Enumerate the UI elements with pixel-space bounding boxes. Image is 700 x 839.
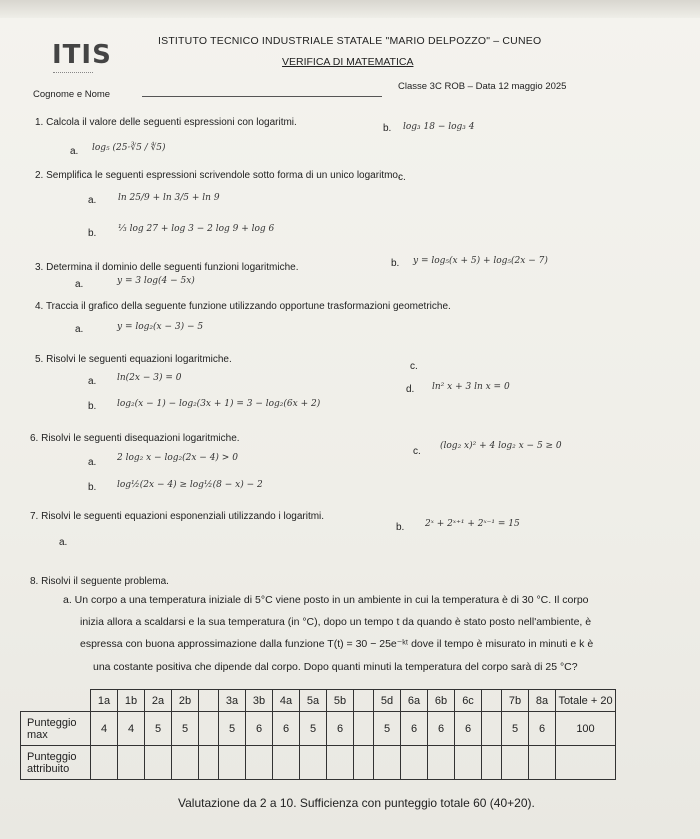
table-cell-total: 100 [556,712,616,746]
table-spacer-cell [354,712,374,746]
table-spacer-cell [354,746,374,780]
name-line [142,96,382,97]
q5-a-label: a. [88,376,97,387]
q2-text: 2. Semplifica le seguenti espressioni scrivendole sotto forma di un unico logaritmo. [35,170,401,181]
score-input-cell[interactable] [273,746,300,780]
logo-underline [53,72,93,75]
row-label-max: Punteggio max [21,712,91,746]
q8-line2: inizia allora a scaldarsi e la sua temperatura (in °C), dopo un tempo t da quando è stato posto nell'ambiente, è [80,616,592,628]
table-header-cell: 3b [246,690,273,712]
score-input-cell[interactable] [118,746,145,780]
score-input-cell[interactable] [327,746,354,780]
score-input-cell[interactable] [246,746,273,780]
score-input-cell[interactable] [529,746,556,780]
table-header-cell: 6c [455,690,482,712]
q6-b-expr: log½(2x − 4) ≥ log½(8 − x) − 2 [117,480,263,490]
table-header-cell: 5a [300,690,327,712]
institute-name: ISTITUTO TECNICO INDUSTRIALE STATALE "MARIO DELPOZZO" – CUNEO [158,35,542,47]
table-cell: 5 [374,712,401,746]
score-input-total[interactable] [556,746,616,780]
table-spacer-cell [199,746,219,780]
table-header-row [21,690,616,712]
table-cell: 5 [300,712,327,746]
q5-c-label: c. [410,361,418,372]
table-cell: 6 [428,712,455,746]
class-date: Classe 3C ROB – Data 12 maggio 2025 [398,81,567,92]
q5-d-expr: ln² x + 3 ln x = 0 [432,382,510,392]
q3-b-expr: y = log₅(x + 5) + log₅(2x − 7) [413,256,548,266]
table-header-cell: 8a [529,690,556,712]
q6-b-label: b. [88,482,97,493]
score-input-cell[interactable] [374,746,401,780]
score-input-cell[interactable] [455,746,482,780]
q4-text: 4. Traccia il grafico della seguente funzione utilizzando opportune trasformazioni geometriche. [35,301,451,312]
table-header-cell: 7b [502,690,529,712]
table-cell: 5 [502,712,529,746]
row-label-attributed: Punteggio attribuito [21,746,91,780]
q6-c-label: c. [413,446,421,457]
q8-text: 8. Risolvi il seguente problema. [30,576,169,587]
score-input-cell[interactable] [172,746,199,780]
q2-a-label: a. [88,195,97,206]
table-row [21,712,616,746]
name-label: Cognome e Nome [33,89,111,100]
school-logo: ITIS [52,40,112,70]
q2-b-label: b. [88,228,97,239]
table-cell: 6 [401,712,428,746]
table-spacer-cell [482,712,502,746]
table-cell: 6 [273,712,300,746]
table-cell: 5 [172,712,199,746]
table-header-cell: 2b [172,690,199,712]
q2-b-expr: ⅓ log 27 + log 3 − 2 log 9 + log 6 [118,224,275,234]
score-input-cell[interactable] [219,746,246,780]
q4-a-label: a. [75,324,84,335]
table-spacer-cell [482,746,502,780]
q3-text: 3. Determina il dominio delle seguenti funzioni logaritmiche. [35,262,299,273]
q5-a-expr: ln(2x − 3) = 0 [117,373,182,383]
test-title: VERIFICA DI MATEMATICA [282,56,414,68]
grading-note: Valutazione da 2 a 10. Sufficienza con punteggio totale 60 (40+20). [178,796,535,810]
table-header-cell: 6b [428,690,455,712]
q6-c-expr: (log₂ x)² + 4 log₂ x − 5 ≥ 0 [440,441,562,451]
q2-a-expr: ln 25/9 + ln 3/5 + ln 9 [118,193,220,203]
table-header-cell: 1b [118,690,145,712]
q7-b-label: b. [396,522,405,533]
table-header-cell: 6a [401,690,428,712]
table-header-cell: 4a [273,690,300,712]
score-input-cell[interactable] [502,746,529,780]
q5-text: 5. Risolvi le seguenti equazioni logaritmiche. [35,354,232,365]
table-cell: 4 [91,712,118,746]
table-header-total: Totale + 20 [556,690,616,712]
q7-text: 7. Risolvi le seguenti equazioni esponenziali utilizzando i logaritmi. [30,511,325,522]
table-spacer-cell [354,690,374,712]
table-row [21,746,616,780]
table-cell: 5 [219,712,246,746]
paper-fold-shadow [0,0,700,18]
table-header-cell: 5b [327,690,354,712]
table-header-cell: 2a [145,690,172,712]
table-cell: 6 [529,712,556,746]
q5-d-label: d. [406,384,415,395]
score-input-cell[interactable] [401,746,428,780]
q7-a-label: a. [59,537,68,548]
q5-b-expr: log₂(x − 1) − log₂(3x + 1) = 3 − log₂(6x + 2) [117,399,321,409]
table-cell: 6 [455,712,482,746]
q8-line1: a. Un corpo a una temperatura iniziale di 5°C viene posto in un ambiente in cui la temperatura è di 30 °C. Il corpo [63,594,589,606]
q3-b-label: b. [391,258,400,269]
q4-a-expr: y = log₂(x − 3) − 5 [117,322,204,332]
table-header-cell: 3a [219,690,246,712]
q3-a-expr: y = 3 log(4 − 5x) [117,276,195,286]
q8-line4: una costante positiva che dipende dal corpo. Dopo quanti minuti la temperatura del corpo sarà di 25 °C? [93,661,578,673]
table-header-cell: 1a [91,690,118,712]
q6-a-label: a. [88,457,97,468]
q8-line3: espressa con buona approssimazione dalla funzione T(t) = 30 − 25e⁻ᵏᵗ dove il tempo è misurato in minuti e k è [80,638,594,650]
table-cell: 6 [327,712,354,746]
q1-a-expr: log₅ (25·∛5 / ∜5) [92,143,166,153]
q1-b-label: b. [383,123,392,134]
score-input-cell[interactable] [428,746,455,780]
q1-b-expr: log₃ 18 − log₃ 4 [403,122,475,132]
q2-c-label: c. [398,172,406,183]
score-input-cell[interactable] [300,746,327,780]
score-input-cell[interactable] [91,746,118,780]
q7-b-expr: 2ˣ + 2ˣ⁺¹ + 2ˣ⁻¹ = 15 [425,519,520,529]
table-corner-cell [21,690,91,712]
table-header-cell: 5d [374,690,401,712]
q1-a-label: a. [70,146,79,157]
q6-a-expr: 2 log₂ x − log₂(2x − 4) > 0 [117,453,238,463]
q6-text: 6. Risolvi le seguenti disequazioni logaritmiche. [30,433,240,444]
table-spacer-cell [199,690,219,712]
table-cell: 4 [118,712,145,746]
table-cell: 5 [145,712,172,746]
score-input-cell[interactable] [145,746,172,780]
table-cell: 6 [246,712,273,746]
q3-a-label: a. [75,279,84,290]
table-spacer-cell [199,712,219,746]
score-table [20,689,616,780]
q5-b-label: b. [88,401,97,412]
table-spacer-cell [482,690,502,712]
q1-text: 1. Calcola il valore delle seguenti espressioni con logaritmi. [35,117,297,128]
